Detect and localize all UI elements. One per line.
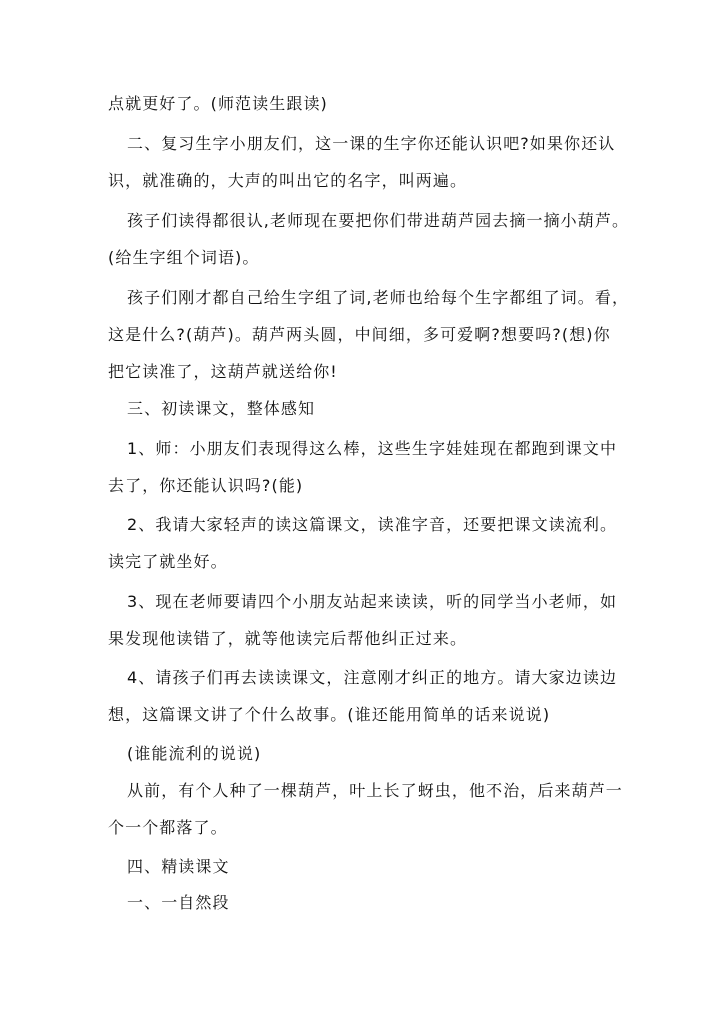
text-line: 果发现他读错了，就等他读完后帮他纠正过来。 [108, 629, 468, 648]
text-line: 从前，有个人种了一棵葫芦，叶上长了蚜虫，他不治，后来葫芦一 [127, 781, 623, 800]
text-line: 想，这篇课文讲了个什么故事。(谁还能用简单的话来说说) [108, 705, 551, 724]
text-line: 孩子们刚才都自己给生字组了词,老师也给每个生字都组了词。看， [127, 288, 630, 307]
text-line: 读完了就坐好。 [108, 552, 228, 571]
text-line: (谁能流利的说说) [127, 744, 262, 763]
text-line: 去了，你还能认识吗?(能) [108, 476, 304, 495]
text-line: 二、复习生字小朋友们，这一课的生字你还能认识吧?如果你还认 [127, 134, 616, 153]
text-line: 孩子们读得都很认,老师现在要把你们带进葫芦园去摘一摘小葫芦。 [127, 211, 630, 230]
text-line: 4、请孩子们再去读读课文，注意刚才纠正的地方。请大家边读边 [127, 668, 618, 687]
text-line: 识，就准确的，大声的叫出它的名字，叫两遍。 [108, 171, 468, 190]
text-line: 1、师：小朋友们表现得这么棒，这些生字娃娃现在都跑到课文中 [127, 439, 618, 458]
section-heading: 三、初读课文，整体感知 [127, 399, 316, 418]
text-line: 2、我请大家轻声的读这篇课文，读准字音，还要把课文读流利。 [127, 515, 618, 534]
text-line: 3、现在老师要请四个小朋友站起来读读，听的同学当小老师，如 [127, 592, 618, 611]
section-heading: 四、精读课文 [127, 857, 230, 876]
text-line: (给生字组个词语)。 [108, 248, 260, 267]
text-line: 把它读准了，这葫芦就送给你! [108, 362, 338, 381]
text-line: 个一个都落了。 [108, 818, 228, 837]
section-heading: 一、一自然段 [127, 893, 230, 912]
text-line: 点就更好了。(师范读生跟读) [108, 94, 328, 113]
text-line: 这是什么?(葫芦)。葫芦两头圆，中间细，多可爱啊?想要吗?(想)你 [108, 325, 611, 344]
